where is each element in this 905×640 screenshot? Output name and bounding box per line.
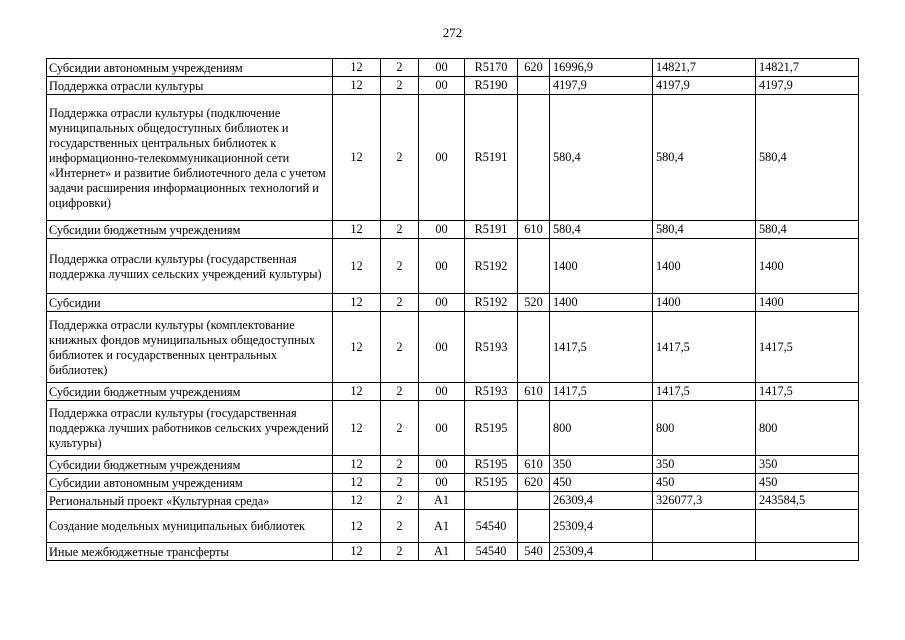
cell-vr: 610 xyxy=(518,383,550,401)
cell-year-2: 326077,3 xyxy=(653,492,756,510)
table-body xyxy=(47,59,859,561)
cell-code: R5193 xyxy=(465,312,518,383)
row-name: Субсидии бюджетным учреждениям xyxy=(47,456,333,474)
cell-year-2: 1417,5 xyxy=(653,312,756,383)
cell-rz: 12 xyxy=(333,543,381,561)
cell-rz: 12 xyxy=(333,456,381,474)
table-row xyxy=(47,312,859,383)
cell-year-3: 350 xyxy=(756,456,859,474)
cell-rz: 12 xyxy=(333,401,381,456)
row-name: Субсидии бюджетным учреждениям xyxy=(47,383,333,401)
cell-prog: 00 xyxy=(419,95,465,221)
cell-vr: 520 xyxy=(518,294,550,312)
cell-prog: А1 xyxy=(419,492,465,510)
row-name: Поддержка отрасли культуры (государственная поддержка лучших работников сельских учреждений культуры) xyxy=(47,401,333,456)
cell-pr: 2 xyxy=(381,221,419,239)
table-row xyxy=(47,510,859,543)
cell-vr xyxy=(518,239,550,294)
cell-year-1: 450 xyxy=(550,474,653,492)
cell-rz: 12 xyxy=(333,474,381,492)
cell-prog: 00 xyxy=(419,59,465,77)
cell-code: R5193 xyxy=(465,383,518,401)
table-row xyxy=(47,95,859,221)
cell-code: 54540 xyxy=(465,543,518,561)
cell-prog: А1 xyxy=(419,510,465,543)
cell-year-3: 1400 xyxy=(756,294,859,312)
cell-year-1: 1417,5 xyxy=(550,383,653,401)
cell-code: R5191 xyxy=(465,95,518,221)
cell-year-1: 1400 xyxy=(550,239,653,294)
cell-year-3: 1417,5 xyxy=(756,312,859,383)
cell-year-2: 1400 xyxy=(653,239,756,294)
cell-pr: 2 xyxy=(381,474,419,492)
cell-pr: 2 xyxy=(381,401,419,456)
table-row xyxy=(47,474,859,492)
cell-pr: 2 xyxy=(381,239,419,294)
cell-year-3: 450 xyxy=(756,474,859,492)
table-row xyxy=(47,401,859,456)
table-row xyxy=(47,294,859,312)
cell-vr xyxy=(518,401,550,456)
cell-rz: 12 xyxy=(333,59,381,77)
cell-code: R5192 xyxy=(465,294,518,312)
cell-year-2: 1400 xyxy=(653,294,756,312)
cell-rz: 12 xyxy=(333,492,381,510)
cell-prog: 00 xyxy=(419,294,465,312)
cell-year-1: 1417,5 xyxy=(550,312,653,383)
row-name: Региональный проект «Культурная среда» xyxy=(47,492,333,510)
cell-vr: 620 xyxy=(518,59,550,77)
cell-code: R5191 xyxy=(465,221,518,239)
cell-vr xyxy=(518,312,550,383)
cell-rz: 12 xyxy=(333,239,381,294)
cell-pr: 2 xyxy=(381,456,419,474)
cell-pr: 2 xyxy=(381,95,419,221)
page-number: 272 xyxy=(442,25,463,40)
cell-pr: 2 xyxy=(381,77,419,95)
cell-code: R5195 xyxy=(465,456,518,474)
table-row xyxy=(47,543,859,561)
row-name: Субсидии бюджетным учреждениям xyxy=(47,221,333,239)
cell-vr: 540 xyxy=(518,543,550,561)
row-name: Поддержка отрасли культуры (государственная поддержка лучших сельских учреждений культуры) xyxy=(47,239,333,294)
cell-year-3: 1417,5 xyxy=(756,383,859,401)
cell-vr: 620 xyxy=(518,474,550,492)
cell-pr: 2 xyxy=(381,383,419,401)
table-row xyxy=(47,77,859,95)
cell-year-1: 580,4 xyxy=(550,221,653,239)
cell-year-1: 580,4 xyxy=(550,95,653,221)
row-name: Субсидии xyxy=(47,294,333,312)
cell-code: R5192 xyxy=(465,239,518,294)
cell-vr xyxy=(518,492,550,510)
cell-year-2: 800 xyxy=(653,401,756,456)
row-name: Субсидии автономным учреждениям xyxy=(47,474,333,492)
cell-year-2: 14821,7 xyxy=(653,59,756,77)
row-name: Поддержка отрасли культуры xyxy=(47,77,333,95)
row-name: Поддержка отрасли культуры (комплектование книжных фондов муниципальных общедоступных библиотек и государственных центральных библиотек) xyxy=(47,312,333,383)
cell-year-2: 1417,5 xyxy=(653,383,756,401)
cell-rz: 12 xyxy=(333,77,381,95)
cell-year-2: 580,4 xyxy=(653,221,756,239)
cell-year-1: 25309,4 xyxy=(550,543,653,561)
cell-rz: 12 xyxy=(333,312,381,383)
cell-year-1: 350 xyxy=(550,456,653,474)
cell-pr: 2 xyxy=(381,492,419,510)
cell-year-3 xyxy=(756,543,859,561)
cell-year-2: 450 xyxy=(653,474,756,492)
cell-vr xyxy=(518,510,550,543)
row-name: Создание модельных муниципальных библиотек xyxy=(47,510,333,543)
cell-prog: 00 xyxy=(419,239,465,294)
cell-vr xyxy=(518,95,550,221)
cell-year-1: 1400 xyxy=(550,294,653,312)
cell-rz: 12 xyxy=(333,221,381,239)
cell-year-1: 800 xyxy=(550,401,653,456)
cell-year-3: 580,4 xyxy=(756,95,859,221)
cell-year-2: 350 xyxy=(653,456,756,474)
cell-code: 54540 xyxy=(465,510,518,543)
cell-year-2 xyxy=(653,510,756,543)
cell-rz: 12 xyxy=(333,383,381,401)
cell-pr: 2 xyxy=(381,294,419,312)
cell-prog: 00 xyxy=(419,77,465,95)
row-name: Иные межбюджетные трансферты xyxy=(47,543,333,561)
table-row xyxy=(47,221,859,239)
cell-pr: 2 xyxy=(381,312,419,383)
cell-year-1: 26309,4 xyxy=(550,492,653,510)
table-row xyxy=(47,239,859,294)
cell-year-3: 1400 xyxy=(756,239,859,294)
cell-year-3: 580,4 xyxy=(756,221,859,239)
table-row xyxy=(47,492,859,510)
cell-year-1: 25309,4 xyxy=(550,510,653,543)
cell-year-2 xyxy=(653,543,756,561)
cell-vr: 610 xyxy=(518,456,550,474)
row-name: Субсидии автономным учреждениям xyxy=(47,59,333,77)
cell-year-2: 4197,9 xyxy=(653,77,756,95)
cell-year-3: 800 xyxy=(756,401,859,456)
cell-pr: 2 xyxy=(381,510,419,543)
cell-prog: 00 xyxy=(419,383,465,401)
cell-pr: 2 xyxy=(381,59,419,77)
cell-code: R5195 xyxy=(465,474,518,492)
cell-rz: 12 xyxy=(333,294,381,312)
table-row xyxy=(47,59,859,77)
cell-pr: 2 xyxy=(381,543,419,561)
table-row xyxy=(47,383,859,401)
table-row xyxy=(47,456,859,474)
cell-year-1: 16996,9 xyxy=(550,59,653,77)
cell-prog: А1 xyxy=(419,543,465,561)
cell-code: R5190 xyxy=(465,77,518,95)
cell-code: R5195 xyxy=(465,401,518,456)
cell-year-3: 4197,9 xyxy=(756,77,859,95)
cell-vr xyxy=(518,77,550,95)
cell-prog: 00 xyxy=(419,474,465,492)
cell-prog: 00 xyxy=(419,312,465,383)
cell-year-1: 4197,9 xyxy=(550,77,653,95)
cell-rz: 12 xyxy=(333,95,381,221)
cell-code: R5170 xyxy=(465,59,518,77)
row-name: Поддержка отрасли культуры (подключение муниципальных общедоступных библиотек и государственных центральных библиотек к информационно-телекоммуникационной сети «Интернет» и развитие библиотечного дела с учетом задачи расширения информационных технологий и оцифровки) xyxy=(47,95,333,221)
cell-year-3: 14821,7 xyxy=(756,59,859,77)
cell-prog: 00 xyxy=(419,456,465,474)
cell-rz: 12 xyxy=(333,510,381,543)
cell-year-3 xyxy=(756,510,859,543)
cell-prog: 00 xyxy=(419,401,465,456)
budget-table xyxy=(46,58,859,561)
cell-code xyxy=(465,492,518,510)
cell-year-3: 243584,5 xyxy=(756,492,859,510)
cell-prog: 00 xyxy=(419,221,465,239)
cell-year-2: 580,4 xyxy=(653,95,756,221)
cell-vr: 610 xyxy=(518,221,550,239)
